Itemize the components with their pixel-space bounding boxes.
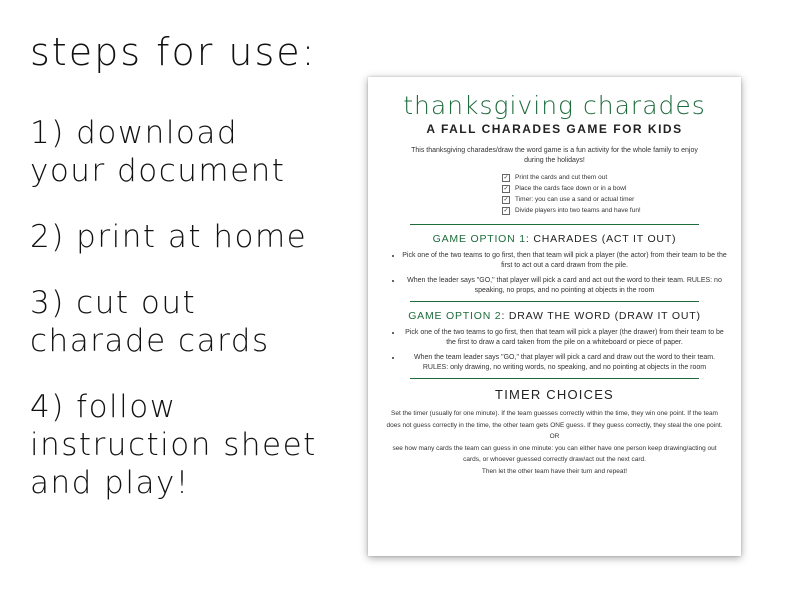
step-1: 1) download your document: [30, 115, 286, 189]
checklist-item: ✓ Print the cards and cut them out: [503, 174, 608, 181]
checklist-item: ✓ Timer: you can use a sand or actual timer: [503, 196, 635, 203]
checklist-item: ✓ Place the cards face down or in a bowl: [503, 185, 627, 192]
steps-title: steps for use:: [30, 30, 317, 74]
divider: [410, 301, 699, 302]
timer-para-1: Set the timer (usually for one minute). If the team guesses correctly within the time, they win one point. If the team does not guess correctly in the time, the other team gets ONE guess. If they guess correctly, they steal the one point.: [386, 410, 723, 429]
checkbox-icon: ✓: [503, 174, 509, 181]
timer-para-2: see how many cards the team can guess in one minute: you can either have one person keep drawing/acting out cards, or whoever guessed correctly draw/act out the next card.: [392, 444, 717, 463]
sheet-subtitle: A FALL CHARADES GAME FOR KIDS: [426, 122, 683, 136]
step-2: 2) print at home: [30, 219, 308, 255]
intro-text: This thanksgiving charades/draw the word game is a fun activity for the whole family to enjoy during the holidays!: [411, 147, 698, 164]
checklist-item: ✓ Divide players into two teams and have fun!: [503, 207, 641, 214]
list-item: • When the team leader says "GO," that player will pick a card and draw out the word to their team. RULES: only drawing, no writing words, no speaking, and no pointing at objects in the room: [402, 353, 727, 372]
instruction-sheet: [368, 77, 741, 556]
option1-title: GAME OPTION 1: CHARADES (ACT IT OUT): [432, 233, 677, 245]
timer-title: TIMER CHOICES: [495, 387, 614, 402]
list-item: • Pick one of the two teams to go first, then that team will pick a player (the drawer) from their team to be the first to draw a card taken from the pile on a whiteboard or piece of paper.: [402, 328, 727, 347]
checkbox-icon: ✓: [503, 196, 509, 203]
timer-or: OR: [549, 433, 560, 440]
checkbox-icon: ✓: [503, 207, 509, 214]
list-item: • Pick one of the two teams to go first, then that team will pick a player (the actor) from their team to be the first to act out a card drawn from the pile.: [402, 251, 727, 270]
list-item: • When the leader says "GO," that player will pick a card and act out the word to their team. RULES: no speaking, no props, and no pointing at objects in the room: [402, 276, 727, 295]
checkbox-icon: ✓: [503, 185, 509, 192]
divider: [410, 378, 699, 379]
checklist: [502, 172, 727, 216]
timer-para-3: Then let the other team have their turn and repeat!: [481, 467, 628, 475]
option2-title: GAME OPTION 2: DRAW THE WORD (DRAW IT OUT): [408, 310, 701, 322]
option1-rules: [382, 251, 727, 295]
sheet-title: thanksgiving charades: [403, 91, 706, 120]
option2-rules: [382, 328, 727, 372]
steps-panel: [30, 30, 340, 530]
step-3: 3) cut out charade cards: [30, 285, 270, 359]
step-4: 4) follow instruction sheet and play!: [30, 389, 317, 501]
divider: [410, 224, 699, 225]
